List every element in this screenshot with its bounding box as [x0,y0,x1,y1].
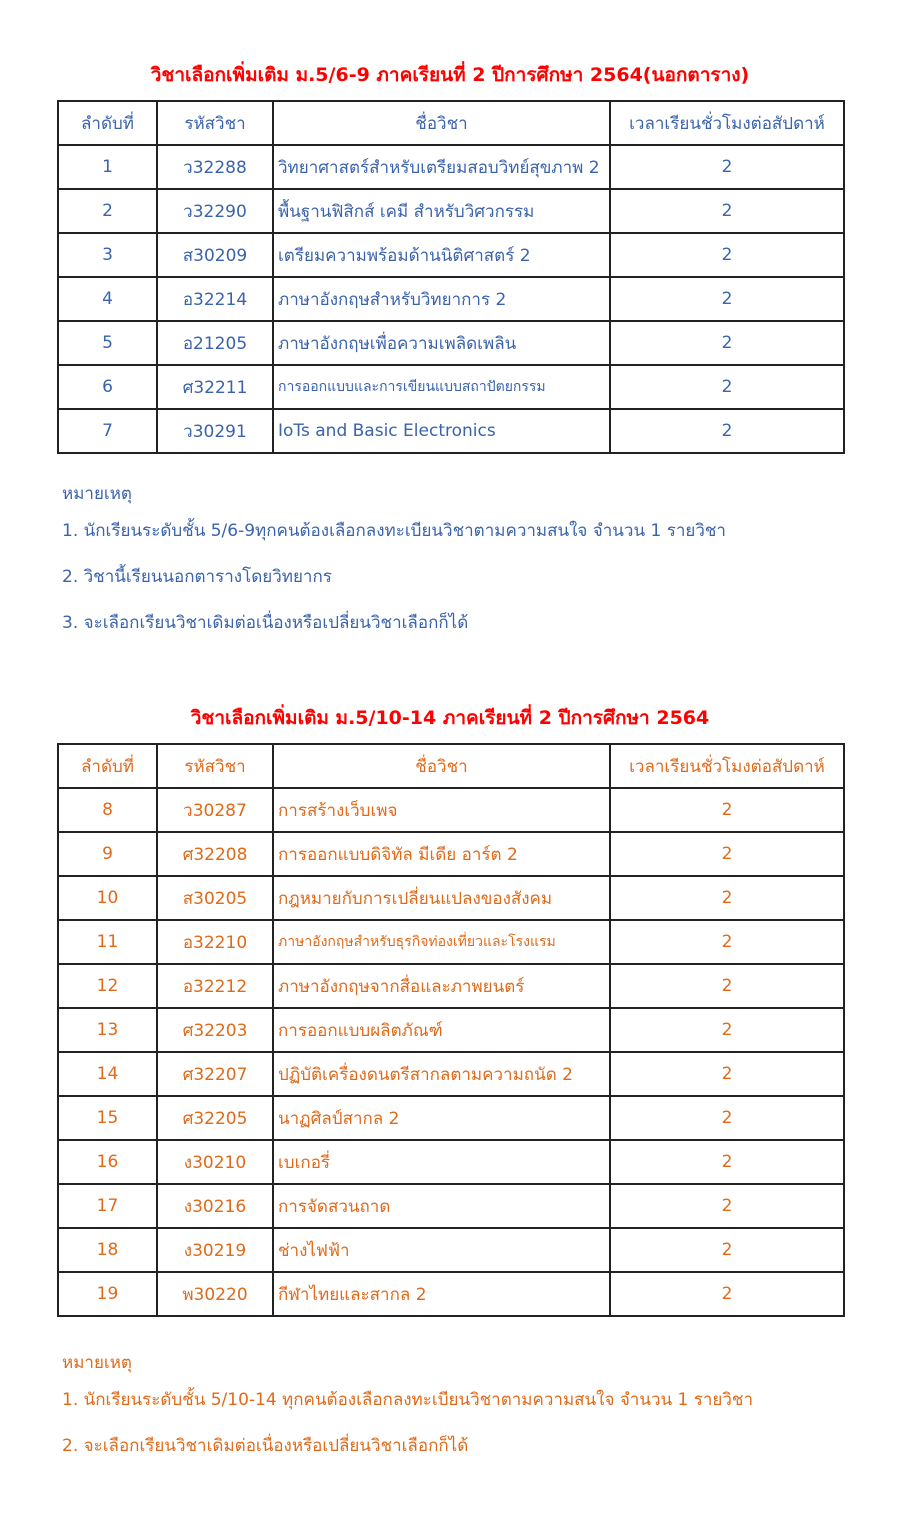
row-course-name: วิทยาศาสตร์สำหรับเตรียมสอบวิทย์สุขภาพ 2 [273,145,610,189]
row-course-code: ศ32203 [157,1008,273,1052]
row-hours: 2 [610,233,844,277]
row-course-name: ช่างไฟฟ้า [273,1228,610,1272]
row-hours: 2 [610,1228,844,1272]
row-course-name: กฎหมายกับการเปลี่ยนแปลงของสังคม [273,876,610,920]
row-hours: 2 [610,1272,844,1316]
table-row [58,1184,844,1228]
row-order: 10 [58,876,157,920]
table-row [58,832,844,876]
row-course-code: ส30209 [157,233,273,277]
row-course-name: ปฏิบัติเครื่องดนตรีสากลตามความถนัด 2 [273,1052,610,1096]
row-order: 12 [58,964,157,1008]
row-order: 2 [58,189,157,233]
row-order: 1 [58,145,157,189]
row-course-name: กีฬาไทยและสากล 2 [273,1272,610,1316]
row-hours: 2 [610,1096,844,1140]
row-order: 9 [58,832,157,876]
row-order: 11 [58,920,157,964]
table-row [58,277,844,321]
row-course-name: การจัดสวนถาด [273,1184,610,1228]
row-course-name: ภาษาอังกฤษจากสื่อและภาพยนตร์ [273,964,610,1008]
table-row [58,964,844,1008]
table-row [58,1008,844,1052]
section1-notes [62,480,726,646]
row-hours: 2 [610,876,844,920]
row-course-code: ส30205 [157,876,273,920]
row-course-name: ภาษาอังกฤษสำหรับธุรกิจท่องเที่ยวและโรงแรม [273,920,610,964]
row-course-name: นาฏศิลป์สากล 2 [273,1096,610,1140]
table-row [58,1096,844,1140]
table-header-row [58,744,844,788]
row-order: 17 [58,1184,157,1228]
header-course-code: รหัสวิชา [157,744,273,788]
table-row [58,321,844,365]
course-table-2-body [58,788,844,1316]
note-item: 1. นักเรียนระดับชั้น 5/10-14 ทุกคนต้องเลือกลงทะเบียนวิชาตามความสนใจ จำนวน 1 รายวิชา [62,1390,754,1410]
table-row [58,1228,844,1272]
table-row [58,409,844,453]
row-course-code: ศ32208 [157,832,273,876]
row-hours: 2 [610,920,844,964]
note-item: 1. นักเรียนระดับชั้น 5/6-9ทุกคนต้องเลือกลงทะเบียนวิชาตามความสนใจ จำนวน 1 รายวิชา [62,521,726,541]
course-table-2 [57,743,845,1317]
row-course-code: ศ32211 [157,365,273,409]
row-course-name: การออกแบบผลิตภัณฑ์ [273,1008,610,1052]
row-order: 14 [58,1052,157,1096]
row-order: 19 [58,1272,157,1316]
row-order: 8 [58,788,157,832]
row-hours: 2 [610,189,844,233]
row-order: 4 [58,277,157,321]
header-order: ลำดับที่ [58,744,157,788]
row-course-code: ง30216 [157,1184,273,1228]
course-table-1-body [58,145,844,453]
table-row [58,1272,844,1316]
header-hours-per-week: เวลาเรียนชั่วโมงต่อสัปดาห์ [610,744,844,788]
section2-title: วิชาเลือกเพิ่มเติม ม.5/10-14 ภาคเรียนที่ 2 ปีการศึกษา 2564 [190,707,710,729]
row-course-code: ง30210 [157,1140,273,1184]
row-course-code: ว32290 [157,189,273,233]
section1-title: วิชาเลือกเพิ่มเติม ม.5/6-9 ภาคเรียนที่ 2 ปีการศึกษา 2564(นอกตาราง) [150,64,750,86]
header-course-code: รหัสวิชา [157,101,273,145]
row-course-name: เบเกอรี่ [273,1140,610,1184]
notes-heading: หมายเหตุ [62,1353,132,1373]
row-course-name: IoTs and Basic Electronics [273,409,610,453]
table-row [58,189,844,233]
row-course-code: อ21205 [157,321,273,365]
row-order: 15 [58,1096,157,1140]
row-course-code: ว30287 [157,788,273,832]
row-order: 3 [58,233,157,277]
row-course-code: ว32288 [157,145,273,189]
row-course-name: การออกแบบและการเขียนแบบสถาปัตยกรรม [273,365,610,409]
table-row [58,233,844,277]
row-course-code: อ32210 [157,920,273,964]
row-course-name: เตรียมความพร้อมด้านนิติศาสตร์ 2 [273,233,610,277]
course-table-1 [57,100,845,454]
row-order: 16 [58,1140,157,1184]
table-row [58,1052,844,1096]
row-course-code: อ32214 [157,277,273,321]
row-hours: 2 [610,964,844,1008]
row-order: 6 [58,365,157,409]
header-hours-per-week: เวลาเรียนชั่วโมงต่อสัปดาห์ [610,101,844,145]
header-course-name: ชื่อวิชา [273,101,610,145]
row-hours: 2 [610,832,844,876]
table-row [58,920,844,964]
table-row [58,1140,844,1184]
row-order: 13 [58,1008,157,1052]
row-hours: 2 [610,1008,844,1052]
row-hours: 2 [610,1140,844,1184]
row-course-code: อ32212 [157,964,273,1008]
row-order: 5 [58,321,157,365]
row-course-name: การสร้างเว็บเพจ [273,788,610,832]
row-order: 7 [58,409,157,453]
notes-heading: หมายเหตุ [62,484,132,504]
header-course-name: ชื่อวิชา [273,744,610,788]
row-hours: 2 [610,277,844,321]
note-item: 2. วิชานี้เรียนนอกตารางโดยวิทยากร [62,567,332,587]
row-hours: 2 [610,145,844,189]
note-item: 3. จะเลือกเรียนวิชาเดิมต่อเนื่องหรือเปลี่ยนวิชาเลือกก็ได้ [62,613,469,633]
row-hours: 2 [610,788,844,832]
row-course-name: ภาษาอังกฤษสำหรับวิทยาการ 2 [273,277,610,321]
table-row [58,876,844,920]
row-course-name: พื้นฐานฟิสิกส์ เคมี สำหรับวิศวกรรม [273,189,610,233]
row-course-code: ง30219 [157,1228,273,1272]
row-hours: 2 [610,1052,844,1096]
row-course-code: ว30291 [157,409,273,453]
row-course-code: พ30220 [157,1272,273,1316]
row-course-name: ภาษาอังกฤษเพื่อความเพลิดเพลิน [273,321,610,365]
row-hours: 2 [610,1184,844,1228]
table-row [58,365,844,409]
table-header-row [58,101,844,145]
table-row [58,145,844,189]
row-hours: 2 [610,409,844,453]
row-course-code: ศ32205 [157,1096,273,1140]
row-hours: 2 [610,365,844,409]
row-course-name: การออกแบบดิจิทัล มีเดีย อาร์ต 2 [273,832,610,876]
row-hours: 2 [610,321,844,365]
note-item: 2. จะเลือกเรียนวิชาเดิมต่อเนื่องหรือเปลี่ยนวิชาเลือกก็ได้ [62,1436,469,1456]
row-order: 18 [58,1228,157,1272]
section2-notes [62,1349,753,1469]
header-order: ลำดับที่ [58,101,157,145]
table-row [58,788,844,832]
row-course-code: ศ32207 [157,1052,273,1096]
